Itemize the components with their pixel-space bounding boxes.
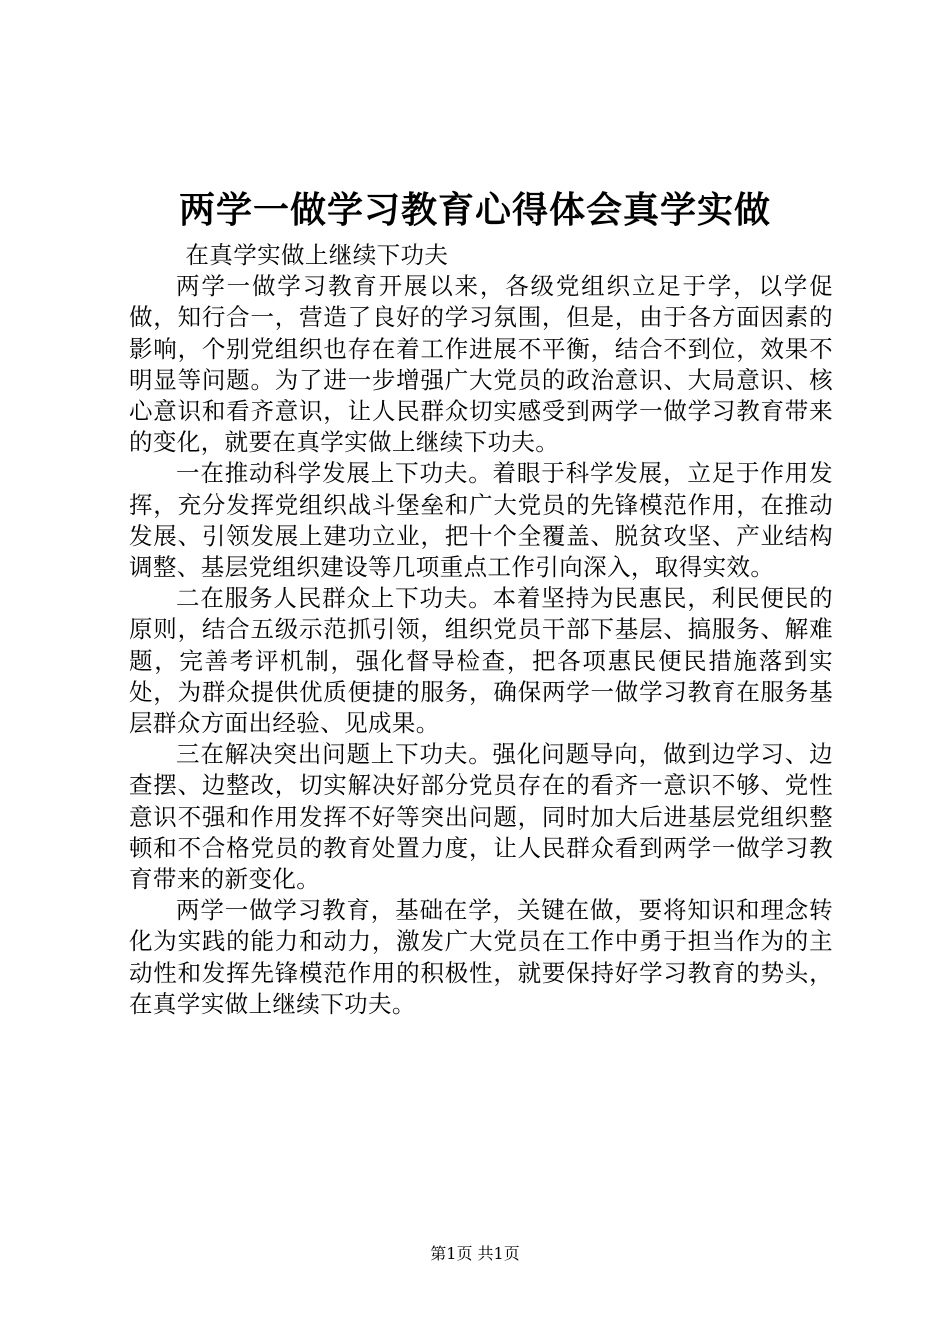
paragraph-point-one: 一在推动科学发展上下功夫。着眼于科学发展，立足于作用发挥，充分发挥党组织战斗堡垒和广大党员的先锋模范作用，在推动发展、引领发展上建功立业，把十个全覆盖、脱贫攻坚、产业结构调整、基层党组织建设等几项重点工作引向深入，取得实效。 <box>129 459 833 582</box>
page-number-footer: 第1页 共1页 <box>430 1244 520 1263</box>
paragraph-point-three: 三在解决突出问题上下功夫。强化问题导向，做到边学习、边查摆、边整改，切实解决好部分党员存在的看齐一意识不够、党性意识不强和作用发挥不好等突出问题，同时加大后进基层党组织整顿和不合格党员的教育处置力度，让人民群众看到两学一做学习教育带来的新变化。 <box>129 740 833 894</box>
document-subtitle: 在真学实做上继续下功夫 <box>185 241 449 269</box>
document-body <box>129 240 833 1020</box>
paragraph-conclusion: 两学一做学习教育，基础在学，关键在做，要将知识和理念转化为实践的能力和动力，激发广大党员在工作中勇于担当作为的主动性和发挥先锋模范作用的积极性，就要保持好学习教育的势头，在真学实做上继续下功夫。 <box>129 896 833 1018</box>
paragraph-point-two: 二在服务人民群众上下功夫。本着坚持为民惠民，利民便民的原则，结合五级示范抓引领，组织党员干部下基层、搞服务、解难题，完善考评机制，强化督导检查，把各项惠民便民措施落到实处，为群众提供优质便捷的服务，确保两学一做学习教育在服务基层群众方面出经验、见成果。 <box>129 584 833 738</box>
paragraph-intro: 两学一做学习教育开展以来，各级党组织立足于学，以学促做，知行合一，营造了良好的学习氛围，但是，由于各方面因素的影响，个别党组织也存在着工作进展不平衡，结合不到位，效果不明显等问题。为了进一步增强广大党员的政治意识、大局意识、核心意识和看齐意识，让人民群众切实感受到两学一做学习教育带来的变化，就要在真学实做上继续下功夫。 <box>129 272 833 457</box>
document-title: 两学一做学习教育心得体会真学实做 <box>178 189 771 231</box>
